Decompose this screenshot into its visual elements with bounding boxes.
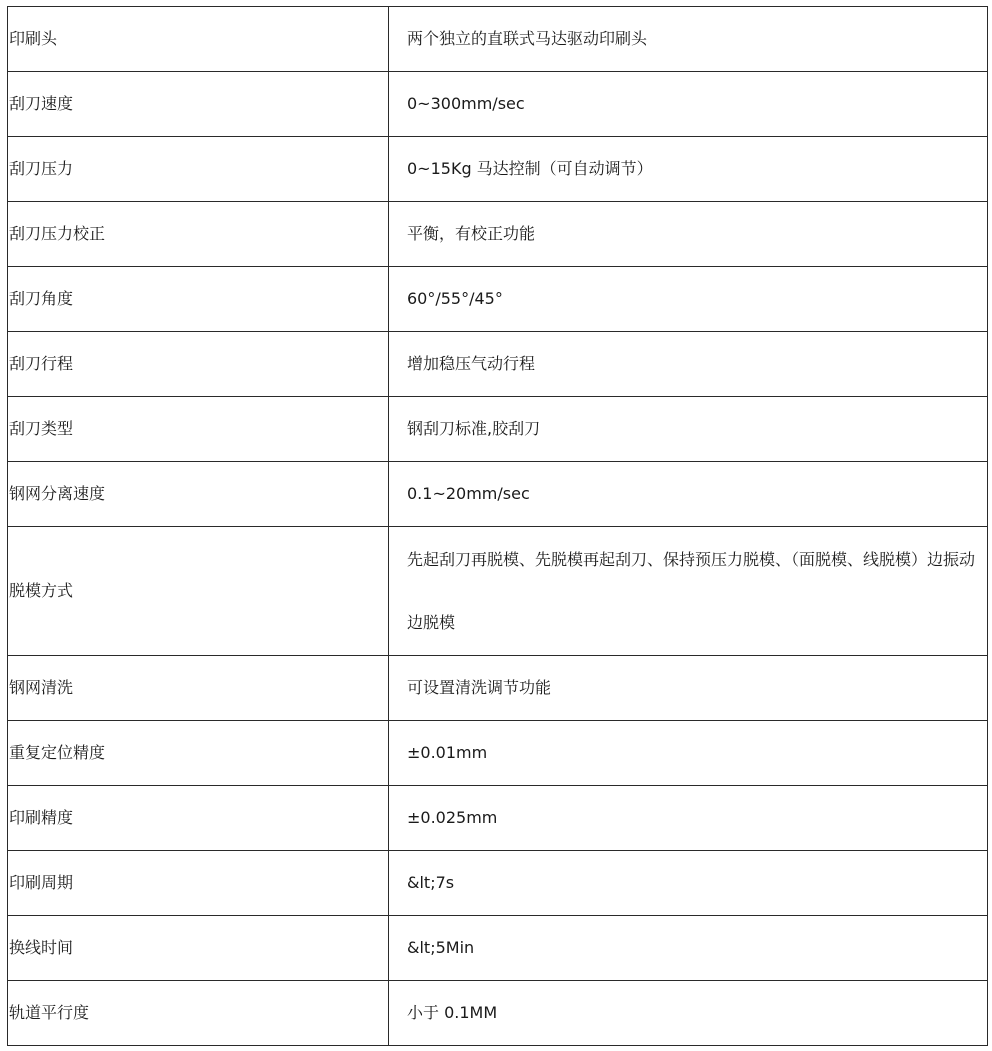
spec-label: 刮刀行程 — [8, 332, 389, 397]
spec-value: 60°/55°/45° — [389, 267, 988, 332]
table-row — [8, 202, 988, 267]
spec-label: 印刷头 — [8, 7, 389, 72]
spec-label: 轨道平行度 — [8, 981, 389, 1046]
spec-label: 脱模方式 — [8, 527, 389, 656]
table-row — [8, 462, 988, 527]
spec-value: 先起刮刀再脱模、先脱模再起刮刀、保持预压力脱模、（面脱模、线脱模）边振动边脱模 — [389, 527, 988, 656]
spec-label: 刮刀角度 — [8, 267, 389, 332]
table-row — [8, 527, 988, 656]
table-row — [8, 656, 988, 721]
table-row — [8, 851, 988, 916]
table-row — [8, 7, 988, 72]
spec-label: 钢网分离速度 — [8, 462, 389, 527]
table-row — [8, 267, 988, 332]
spec-value: 两个独立的直联式马达驱动印刷头 — [389, 7, 988, 72]
table-row — [8, 72, 988, 137]
spec-value: 小于 0.1MM — [389, 981, 988, 1046]
spec-label: 刮刀压力 — [8, 137, 389, 202]
table-row — [8, 786, 988, 851]
table-row — [8, 721, 988, 786]
spec-value: 平衡，有校正功能 — [389, 202, 988, 267]
spec-value: ±0.01mm — [389, 721, 988, 786]
spec-value: ±0.025mm — [389, 786, 988, 851]
spec-value: 0~15Kg 马达控制（可自动调节） — [389, 137, 988, 202]
table-row — [8, 332, 988, 397]
spec-value: 可设置清洗调节功能 — [389, 656, 988, 721]
spec-label: 换线时间 — [8, 916, 389, 981]
spec-value: &lt;7s — [389, 851, 988, 916]
table-row — [8, 137, 988, 202]
spec-value: 钢刮刀标准,胶刮刀 — [389, 397, 988, 462]
spec-value: 0.1~20mm/sec — [389, 462, 988, 527]
spec-value: 增加稳压气动行程 — [389, 332, 988, 397]
spec-label: 刮刀类型 — [8, 397, 389, 462]
spec-value: &lt;5Min — [389, 916, 988, 981]
spec-label: 印刷周期 — [8, 851, 389, 916]
spec-label: 印刷精度 — [8, 786, 389, 851]
spec-label: 刮刀速度 — [8, 72, 389, 137]
table-row — [8, 981, 988, 1046]
spec-value: 0~300mm/sec — [389, 72, 988, 137]
table-row — [8, 916, 988, 981]
spec-label: 刮刀压力校正 — [8, 202, 389, 267]
spec-label: 重复定位精度 — [8, 721, 389, 786]
spec-table — [7, 6, 988, 1046]
spec-label: 钢网清洗 — [8, 656, 389, 721]
table-row — [8, 397, 988, 462]
